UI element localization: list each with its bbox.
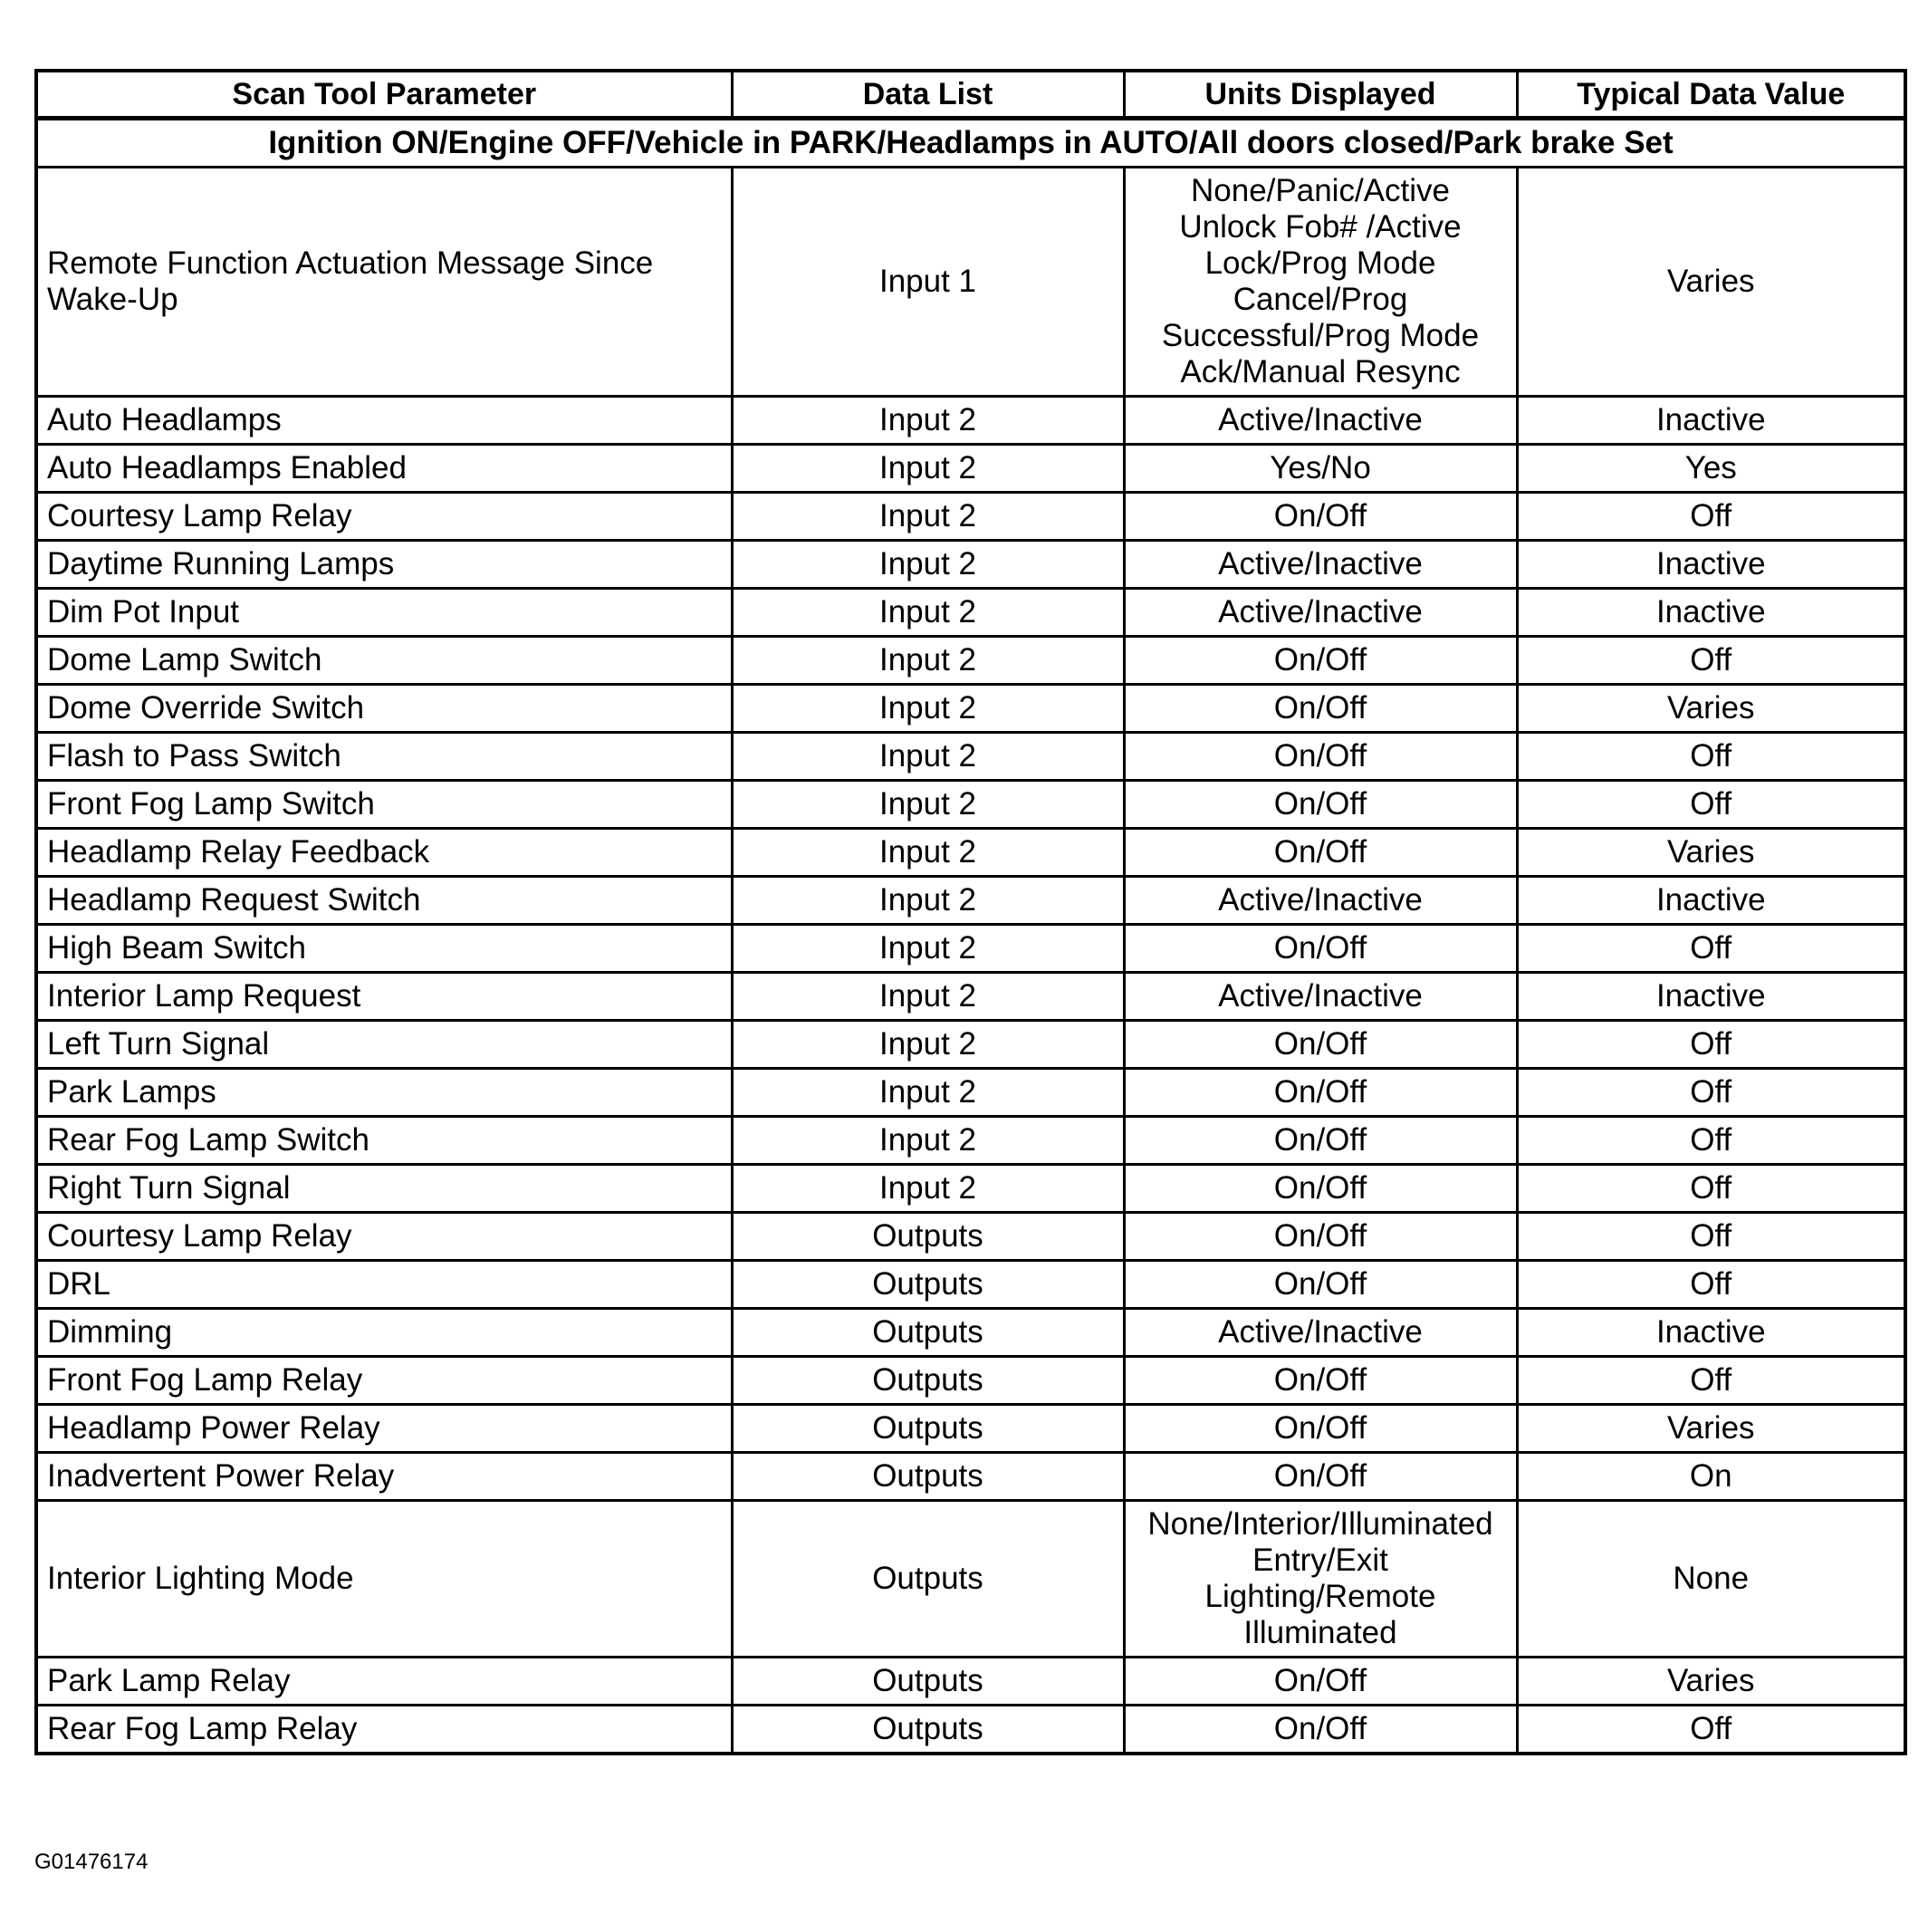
figure-id: G01476174	[34, 1850, 149, 1874]
table-row	[36, 1405, 1905, 1453]
row-data-list: Outputs	[732, 1357, 1124, 1405]
row-data-list: Input 2	[732, 541, 1124, 589]
row-data-list: Input 2	[732, 1165, 1124, 1213]
row-units: Active/Inactive	[1124, 397, 1517, 445]
table-row	[36, 1213, 1905, 1261]
test-condition: Ignition ON/Engine OFF/Vehicle in PARK/Headlamps in AUTO/All doors closed/Park brake Set	[36, 119, 1905, 168]
table-row	[36, 1658, 1905, 1706]
header-row	[36, 71, 1905, 119]
header-data-list: Data List	[732, 71, 1124, 119]
row-data-list: Outputs	[732, 1501, 1124, 1658]
row-parameter: Headlamp Request Switch	[36, 877, 732, 925]
row-data-list: Input 2	[732, 877, 1124, 925]
row-units: On/Off	[1124, 733, 1517, 781]
row-typical-value: Yes	[1517, 445, 1905, 493]
row-typical-value: Inactive	[1517, 589, 1905, 637]
row-units: None/Panic/Active Unlock Fob# /Active Lock/Prog Mode Cancel/Prog Successful/Prog Mode Ack/Manual Resync	[1124, 168, 1517, 397]
row-units: Active/Inactive	[1124, 877, 1517, 925]
row-typical-value: Off	[1517, 1261, 1905, 1309]
row-typical-value: Varies	[1517, 829, 1905, 877]
row-parameter: Left Turn Signal	[36, 1021, 732, 1069]
row-data-list: Input 2	[732, 973, 1124, 1021]
row-typical-value: Varies	[1517, 685, 1905, 733]
data-sheet	[34, 69, 1904, 1755]
row-typical-value: Off	[1517, 1706, 1905, 1754]
row-parameter: Remote Function Actuation Message Since Wake-Up	[36, 168, 732, 397]
row-typical-value: Inactive	[1517, 397, 1905, 445]
row-data-list: Outputs	[732, 1405, 1124, 1453]
row-units: On/Off	[1124, 1213, 1517, 1261]
row-typical-value: Off	[1517, 781, 1905, 829]
row-units: On/Off	[1124, 1069, 1517, 1117]
scan-tool-data-table	[34, 69, 1907, 1755]
header-scan-tool-parameter: Scan Tool Parameter	[36, 71, 732, 119]
row-parameter: Headlamp Power Relay	[36, 1405, 732, 1453]
row-units: On/Off	[1124, 1261, 1517, 1309]
row-typical-value: Varies	[1517, 1658, 1905, 1706]
row-data-list: Outputs	[732, 1213, 1124, 1261]
row-data-list: Input 2	[732, 1021, 1124, 1069]
table-row	[36, 1357, 1905, 1405]
table-body	[36, 119, 1905, 1754]
row-data-list: Input 1	[732, 168, 1124, 397]
row-typical-value: Off	[1517, 1213, 1905, 1261]
row-typical-value: Off	[1517, 925, 1905, 973]
row-units: On/Off	[1124, 1117, 1517, 1165]
table-row	[36, 637, 1905, 685]
row-parameter: Rear Fog Lamp Relay	[36, 1706, 732, 1754]
row-units: On/Off	[1124, 1706, 1517, 1754]
row-parameter: Park Lamps	[36, 1069, 732, 1117]
row-parameter: Flash to Pass Switch	[36, 733, 732, 781]
table-row	[36, 168, 1905, 397]
row-data-list: Input 2	[732, 1117, 1124, 1165]
table-row	[36, 1069, 1905, 1117]
row-units: Yes/No	[1124, 445, 1517, 493]
row-data-list: Outputs	[732, 1261, 1124, 1309]
row-typical-value: Off	[1517, 493, 1905, 541]
row-parameter: Dim Pot Input	[36, 589, 732, 637]
row-typical-value: Off	[1517, 1357, 1905, 1405]
row-data-list: Input 2	[732, 733, 1124, 781]
row-data-list: Input 2	[732, 397, 1124, 445]
table-row	[36, 1706, 1905, 1754]
row-units: Active/Inactive	[1124, 589, 1517, 637]
row-typical-value: Off	[1517, 1021, 1905, 1069]
row-typical-value: Varies	[1517, 168, 1905, 397]
row-units: Active/Inactive	[1124, 541, 1517, 589]
table-row	[36, 589, 1905, 637]
row-typical-value: Inactive	[1517, 973, 1905, 1021]
table-row	[36, 973, 1905, 1021]
row-parameter: Interior Lamp Request	[36, 973, 732, 1021]
table-row	[36, 445, 1905, 493]
row-typical-value: Off	[1517, 1117, 1905, 1165]
row-data-list: Input 2	[732, 685, 1124, 733]
row-parameter: Front Fog Lamp Relay	[36, 1357, 732, 1405]
table-row	[36, 877, 1905, 925]
row-units: On/Off	[1124, 829, 1517, 877]
table-row	[36, 493, 1905, 541]
row-parameter: Dome Lamp Switch	[36, 637, 732, 685]
table-row	[36, 1501, 1905, 1658]
row-units: On/Off	[1124, 1165, 1517, 1213]
table-row	[36, 685, 1905, 733]
row-units: On/Off	[1124, 781, 1517, 829]
condition-row	[36, 119, 1905, 168]
row-parameter: Dimming	[36, 1309, 732, 1357]
row-units: On/Off	[1124, 637, 1517, 685]
table-row	[36, 1309, 1905, 1357]
row-typical-value: Inactive	[1517, 541, 1905, 589]
row-parameter: Courtesy Lamp Relay	[36, 493, 732, 541]
table-row	[36, 781, 1905, 829]
row-parameter: Inadvertent Power Relay	[36, 1453, 732, 1501]
table-row	[36, 541, 1905, 589]
row-parameter: Park Lamp Relay	[36, 1658, 732, 1706]
row-typical-value: Off	[1517, 637, 1905, 685]
row-parameter: Front Fog Lamp Switch	[36, 781, 732, 829]
row-units: On/Off	[1124, 1021, 1517, 1069]
row-data-list: Outputs	[732, 1453, 1124, 1501]
row-typical-value: Inactive	[1517, 1309, 1905, 1357]
table-row	[36, 1261, 1905, 1309]
row-units: Active/Inactive	[1124, 973, 1517, 1021]
table-row	[36, 1165, 1905, 1213]
row-parameter: Auto Headlamps Enabled	[36, 445, 732, 493]
row-typical-value: Varies	[1517, 1405, 1905, 1453]
row-parameter: Interior Lighting Mode	[36, 1501, 732, 1658]
row-typical-value: Off	[1517, 733, 1905, 781]
row-units: On/Off	[1124, 1453, 1517, 1501]
row-parameter: High Beam Switch	[36, 925, 732, 973]
row-units: On/Off	[1124, 493, 1517, 541]
row-parameter: Daytime Running Lamps	[36, 541, 732, 589]
row-data-list: Input 2	[732, 637, 1124, 685]
row-parameter: Right Turn Signal	[36, 1165, 732, 1213]
table-row	[36, 925, 1905, 973]
table-row	[36, 397, 1905, 445]
row-units: Active/Inactive	[1124, 1309, 1517, 1357]
row-parameter: Dome Override Switch	[36, 685, 732, 733]
row-typical-value: None	[1517, 1501, 1905, 1658]
row-units: On/Off	[1124, 1357, 1517, 1405]
row-parameter: Auto Headlamps	[36, 397, 732, 445]
row-data-list: Outputs	[732, 1706, 1124, 1754]
row-data-list: Input 2	[732, 445, 1124, 493]
row-typical-value: Inactive	[1517, 877, 1905, 925]
row-parameter: Rear Fog Lamp Switch	[36, 1117, 732, 1165]
row-typical-value: On	[1517, 1453, 1905, 1501]
row-data-list: Input 2	[732, 781, 1124, 829]
row-data-list: Input 2	[732, 589, 1124, 637]
row-parameter: Courtesy Lamp Relay	[36, 1213, 732, 1261]
table-row	[36, 829, 1905, 877]
row-units: On/Off	[1124, 925, 1517, 973]
row-units: On/Off	[1124, 685, 1517, 733]
row-units: On/Off	[1124, 1658, 1517, 1706]
row-typical-value: Off	[1517, 1069, 1905, 1117]
header-units-displayed: Units Displayed	[1124, 71, 1517, 119]
row-data-list: Input 2	[732, 493, 1124, 541]
header-typical-data-value: Typical Data Value	[1517, 71, 1905, 119]
row-parameter: Headlamp Relay Feedback	[36, 829, 732, 877]
row-units: On/Off	[1124, 1405, 1517, 1453]
table-row	[36, 1021, 1905, 1069]
row-data-list: Input 2	[732, 829, 1124, 877]
row-data-list: Outputs	[732, 1658, 1124, 1706]
row-parameter: DRL	[36, 1261, 732, 1309]
row-data-list: Input 2	[732, 1069, 1124, 1117]
row-data-list: Input 2	[732, 925, 1124, 973]
row-typical-value: Off	[1517, 1165, 1905, 1213]
table-row	[36, 1117, 1905, 1165]
row-units: None/Interior/Illuminated Entry/Exit Lighting/Remote Illuminated	[1124, 1501, 1517, 1658]
table-row	[36, 1453, 1905, 1501]
table-row	[36, 733, 1905, 781]
row-data-list: Outputs	[732, 1309, 1124, 1357]
